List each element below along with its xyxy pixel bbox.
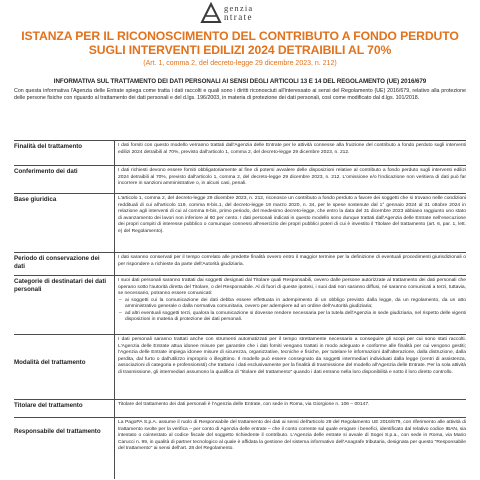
section-text: La PagoPA S.p.A. assume il ruolo di Responsabile del trattamento dei dati ai sensi dell'articolo 28 del Regolamento UE 2016/679, con riferimento alle attività di trattamento svolte per la verifica – per conto di Agenzia delle entrate – che il conto corrente sul quale erogare i benefici, identificato dal relativo codice IBAN, sia intestato o cointestato al codice fiscale del soggetto richiedente il contributo. L'Agenzia delle entrate si avvale di Sogei S.p.a., con sede in Roma, via Mario Carucci n. 99, in qualità di partner tecnologico al quale è affidata la gestione del sistema informativo dell'Anagrafe tributaria, designata per questo "Responsabile del trattamento" ai sensi dell'art. 28 del Regolamento. <box>118 420 466 451</box>
section-label: Base giuridica <box>14 196 57 203</box>
section-divider <box>14 399 466 400</box>
column-divider <box>114 275 115 337</box>
section-label: Categorie di destinatari dei dati personali <box>14 278 107 293</box>
informativa-intro: Con questa informativa l'Agenzia delle Entrate spiega come tratta i dati raccolti e quali sono i diritti riconosciuti all'interessato ai sensi del Regolamento (UE) 2016/679, relativo alla protezione delle persone fisiche con riguardo al trattamento dei dati personali e del d.lgs. 196/2003, in materia di protezione dei dati personali, così come modificato dal d.lgs. 101/2018. <box>14 88 466 102</box>
section-divider <box>14 140 466 141</box>
column-divider <box>114 165 115 196</box>
column-divider <box>114 140 115 168</box>
section-divider <box>14 165 466 166</box>
section-label: Finalità del trattamento <box>14 143 83 150</box>
informativa-heading: INFORMATIVA SUL TRATTAMENTO DEI DATI PERSONALI AI SENSI DEGLI ARTICOLI 13 E 14 DEL REGOLAMENTO (UE) 2016/679 <box>53 78 427 85</box>
section-text: I dati personali saranno trattati anche con strumenti automatizzati per il tempo strettamente necessario a conseguire gli scopi per cui sono stati raccolti. L'Agenzia delle Entrate attua idonee misure per garantire che i dati forniti vengano trattati in modo adeguato e conforme alle finalità per cui vengono gestiti; l'Agenzia delle Entrate impiega idonee misure di sicurezza, organizzative, tecniche e fisiche, per tutelare le informazioni dall'alterazione, dalla distruzione, dalla perdita, dal furto o dall'utilizzo improprio o illegittimo. Il modello può essere consegnato da soggetti intermediari individuati dalla legge (centri di assistenza, associazioni di categoria e professionisti) che trattano i dati esclusivamente per la finalità di trasmissione del modello all'Agenzia delle Entrate. Per la sola attività di trasmissione, gli intermediari assumono la qualifica di "titolare del trattamento" quando i dati entrano nella loro disponibilità e sotto il loro diretto controllo. <box>118 337 466 375</box>
section-text <box>118 278 466 324</box>
section-text: I dati richiesti devono essere forniti obbligatoriamente al fine di potersi avvalere delle disposizioni relative al contributo a fondo perduto sugli interventi edilizi 2024 detraibili al 70%, previsto dall'articolo 1, comma 2, del decreto-legge 29 dicembre 2023, n. 212. L'omissione e/o l'indicazione non veritiera di dati può far incorrere in sanzioni amministrative o, in alcuni casi, penali. <box>118 168 466 186</box>
section-divider <box>14 252 466 253</box>
document-title-line2: SUGLI INTERVENTI EDILIZI 2024 DETRAIBILI AL 70% <box>88 43 392 57</box>
section-label: Responsabile del trattamento <box>14 428 101 435</box>
section-label: Modalità del trattamento <box>14 359 86 366</box>
agenzia-entrate-logo <box>200 2 280 24</box>
section-text: Titolare del trattamento dei dati personali è l'Agenzia delle Entrate, con sede in Roma, via Giorgione n. 106 – 00147. <box>118 402 370 407</box>
recipients-list-item: – ad altri eventuali soggetti terzi, qualora la comunicazione si dovesse rendere necessaria per la tutela dell'Agenzia in sede giudiziaria, nel rispetto delle vigenti disposizioni in materia di protezione dei dati personali. <box>125 311 466 324</box>
section-label: Conferimento dei dati <box>14 168 78 175</box>
section-divider <box>14 275 466 276</box>
column-divider <box>114 334 115 402</box>
section-text: L'articolo 1, comma 2, del decreto-legge 29 dicembre 2023, n. 212, riconosce un contributo a fondo perduto a favore dei soggetti che si trovano nelle condizioni reddituali di cui all'articolo 119, comma 8-bis.1, del decreto-legge 19 marzo 2020, n. 34, per le spese sostenute dal 1° gennaio 2024 al 31 ottobre 2024 in relazione agli interventi di cui al comma 8-bis, primo periodo, del medesimo decreto-legge, che entro la data del 31 dicembre 2023 abbiano raggiunto uno stato di avanzamento dei lavori non inferiore al 60 per cento. I dati personali indicati in questo modello sono dunque trattati dall'Agenzia delle Entrate nell'esecuzione dei propri compiti di interesse pubblico o comunque connessi all'esercizio dei propri pubblici poteri di cui è investito il Titolare del trattamento (art. 6, par. 1, lett. e) del Regolamento). <box>118 196 466 234</box>
section-divider <box>14 417 466 418</box>
section-text: I dati saranno conservati per il tempo correlato alle predette finalità ovvero entro il maggior termine per la definizione di eventuali procedimenti giurisdizionali o per rispondere a richieste da parte dell'Autorità giudiziaria. <box>118 255 466 267</box>
column-divider <box>114 417 115 479</box>
recipients-list-item: – ai soggetti cui la comunicazione dei dati debba essere effettuata in adempimento di un obbligo previsto dalla legge, da un regolamento, da un atto amministrativo generale o dalla normativa comunitaria, ovvero per adempiere ad un ordine dell'Autorità giudiziaria; <box>125 298 466 311</box>
section-text-lead: I suoi dati personali saranno trattati dai soggetti designati dal Titolare quali Responsabili, ovvero dalle persone autorizzate al trattamento dei dati personali che operano sotto l'autorità diretta del Titolare, o del Responsabile. Al di fuori di queste ipotesi, i suoi dati non saranno diffusi, né saranno comunicati a terzi, tuttavia, se necessario, potranno essere comunicati: <box>118 278 466 296</box>
section-label: Titolare del trattamento <box>14 402 83 409</box>
column-divider <box>114 193 115 255</box>
section-text: I dati forniti con questo modello verranno trattati dall'Agenzia delle Entrate per le attività connesse alla fruizione del contributo a fondo perduto sugli interventi edilizi 2024 detraibili al 70%, previsto dall'articolo 1, comma 2, del decreto-legge 29 dicembre 2023, n. 212. <box>118 143 466 155</box>
section-divider <box>14 334 466 335</box>
section-divider <box>14 193 466 194</box>
document-title-line1: ISTANZA PER IL RICONOSCIMENTO DEL CONTRIBUTO A FONDO PERDUTO <box>21 29 459 43</box>
logo-text-line1: genzia <box>224 3 254 13</box>
document-subtitle: (Art. 1, comma 2, del decreto-legge 29 dicembre 2023, n. 212) <box>143 60 337 67</box>
recipients-list <box>118 298 466 324</box>
agenzia-entrate-emblem-icon <box>200 2 222 24</box>
logo-text-line2: ntrate <box>224 12 253 22</box>
section-label: Periodo di conservazione dei dati <box>14 255 100 270</box>
